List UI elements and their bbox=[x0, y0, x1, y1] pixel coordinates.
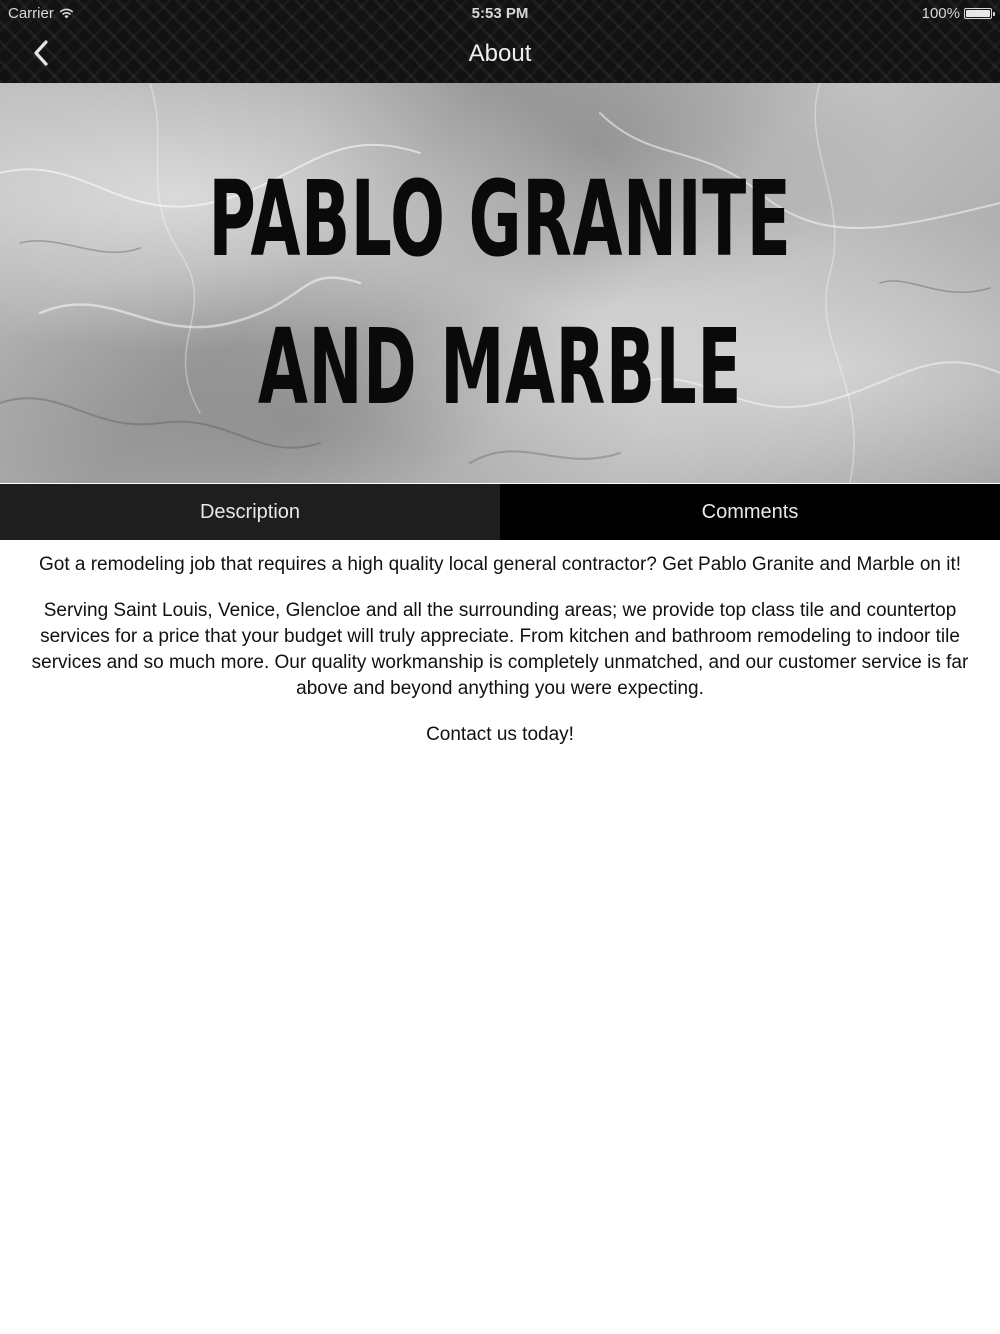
header bbox=[0, 0, 1000, 83]
battery-group bbox=[922, 5, 992, 22]
nav-bar bbox=[0, 28, 1000, 83]
description-paragraph-2: Serving Saint Louis, Venice, Glencloe and all the surrounding areas; we provide top class tile and countertop services for a price that your budget will truly appreciate. From kitchen and bathroom remodeling to indoor tile services and so much more. Our quality workmanship is completely unmatched, and our customer service is far above and beyond anything you were expecting. bbox=[31, 600, 969, 699]
banner-image bbox=[0, 83, 1000, 483]
description-content bbox=[12, 552, 988, 768]
carrier-label: Carrier bbox=[8, 5, 54, 22]
tab-bar bbox=[0, 484, 1000, 540]
description-paragraph-3: Contact us today! bbox=[426, 724, 574, 745]
description-paragraph-1: Got a remodeling job that requires a high quality local general contractor? Get Pablo Granite and Marble on it! bbox=[38, 554, 962, 575]
banner-title bbox=[190, 145, 810, 441]
banner-title-line-2: AND MARBLE bbox=[257, 306, 743, 428]
battery-icon bbox=[964, 8, 992, 19]
page-title: About bbox=[468, 40, 532, 67]
status-time: 5:53 PM bbox=[471, 5, 529, 22]
tab-comments[interactable]: Comments bbox=[500, 484, 1000, 540]
banner-title-line-1: PABLO GRANITE bbox=[208, 158, 792, 280]
tab-description[interactable]: Description bbox=[0, 484, 500, 540]
status-bar bbox=[0, 0, 1000, 28]
battery-percent: 100% bbox=[921, 5, 960, 22]
